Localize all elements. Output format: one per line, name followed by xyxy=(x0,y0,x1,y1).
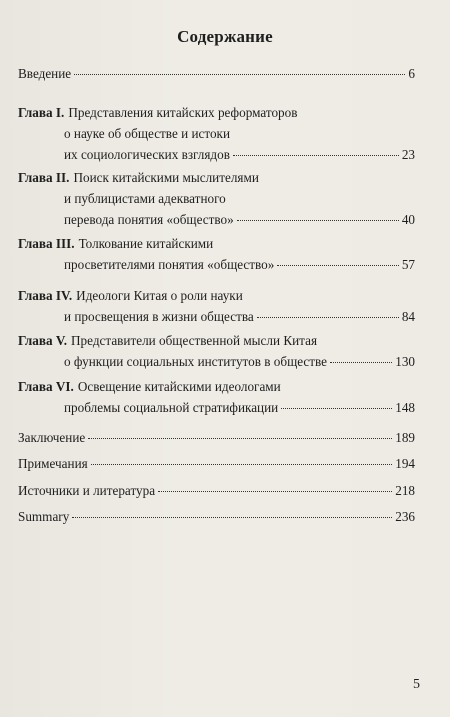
dot-leader xyxy=(88,438,392,439)
toc-page-number: 84 xyxy=(401,309,415,324)
toc-entry-line: проблемы социальной стратификации xyxy=(64,400,279,415)
toc-entry-label: Summary xyxy=(18,509,70,524)
toc-entry-summary xyxy=(18,506,415,527)
toc-entry-line: Освещение китайскими идеологами xyxy=(77,379,281,394)
toc-page-number: 40 xyxy=(401,212,415,227)
toc-entry-line: перевода понятия «общество» xyxy=(64,212,234,227)
chapter-number: Глава V. xyxy=(18,333,68,348)
toc-entry-chapter-3 xyxy=(18,233,415,275)
toc-entry-label: Примечания xyxy=(18,456,88,471)
dot-leader xyxy=(237,220,399,221)
dot-leader xyxy=(74,74,405,75)
dot-leader xyxy=(277,265,398,266)
dot-leader xyxy=(158,491,392,492)
dot-leader xyxy=(281,408,392,409)
toc-page-number: 57 xyxy=(401,257,415,272)
toc-entry-label: Источники и литература xyxy=(18,483,156,498)
toc-entry-line: Представления китайских реформаторов xyxy=(68,105,298,120)
chapter-number: Глава II. xyxy=(18,170,70,185)
toc-page-number: 189 xyxy=(395,430,415,445)
toc-page-number: 148 xyxy=(395,400,415,415)
toc-entry-line: и просвещения в жизни общества xyxy=(64,309,254,324)
toc-page-number: 218 xyxy=(395,483,415,498)
toc-page-number: 23 xyxy=(401,147,415,162)
chapter-number: Глава VI. xyxy=(18,379,74,394)
toc-entry-chapter-2 xyxy=(18,167,415,230)
page-number: 5 xyxy=(413,677,420,692)
toc-entry-line: просветителями понятия «общество» xyxy=(64,257,275,272)
toc-entry-introduction xyxy=(18,63,415,84)
toc-entry-chapter-6 xyxy=(18,376,415,418)
toc-entry-line: Толкование китайскими xyxy=(78,236,214,251)
toc-page-number: 130 xyxy=(395,354,415,369)
toc-entry-line: их социологических взглядов xyxy=(64,147,230,162)
dot-leader xyxy=(257,317,399,318)
toc-entry-label: Введение xyxy=(18,66,72,81)
toc-entry-conclusion xyxy=(18,427,415,448)
toc-page-number: 236 xyxy=(395,509,415,524)
toc-entry-line: о функции социальных институтов в обществе xyxy=(64,354,328,369)
toc-entry-chapter-4 xyxy=(18,285,415,327)
toc-entry-chapter-5 xyxy=(18,330,415,372)
chapter-number: Глава I. xyxy=(18,105,65,120)
toc-entry-line: Поиск китайскими мыслителями xyxy=(73,170,259,185)
toc-entry-line: Представители общественной мысли Китая xyxy=(71,333,318,348)
dot-leader xyxy=(330,362,392,363)
chapter-number: Глава IV. xyxy=(18,288,73,303)
dot-leader xyxy=(72,517,392,518)
dot-leader xyxy=(91,464,393,465)
toc-entry-label: Заключение xyxy=(18,430,86,445)
chapter-number: Глава III. xyxy=(18,236,75,251)
toc-entry-line: и публицистами адекватного xyxy=(64,191,226,206)
dot-leader xyxy=(233,155,399,156)
page-title: Содержание xyxy=(177,27,273,46)
toc-entry-line: Идеологи Китая о роли науки xyxy=(76,288,243,303)
toc-entry-line: о науке об обществе и истоки xyxy=(64,126,231,141)
toc-page-number: 194 xyxy=(395,456,415,471)
toc-entry-chapter-1 xyxy=(18,102,415,165)
toc-entry-sources xyxy=(18,480,415,501)
toc-entry-notes xyxy=(18,453,415,474)
toc-page-number: 6 xyxy=(408,66,415,81)
